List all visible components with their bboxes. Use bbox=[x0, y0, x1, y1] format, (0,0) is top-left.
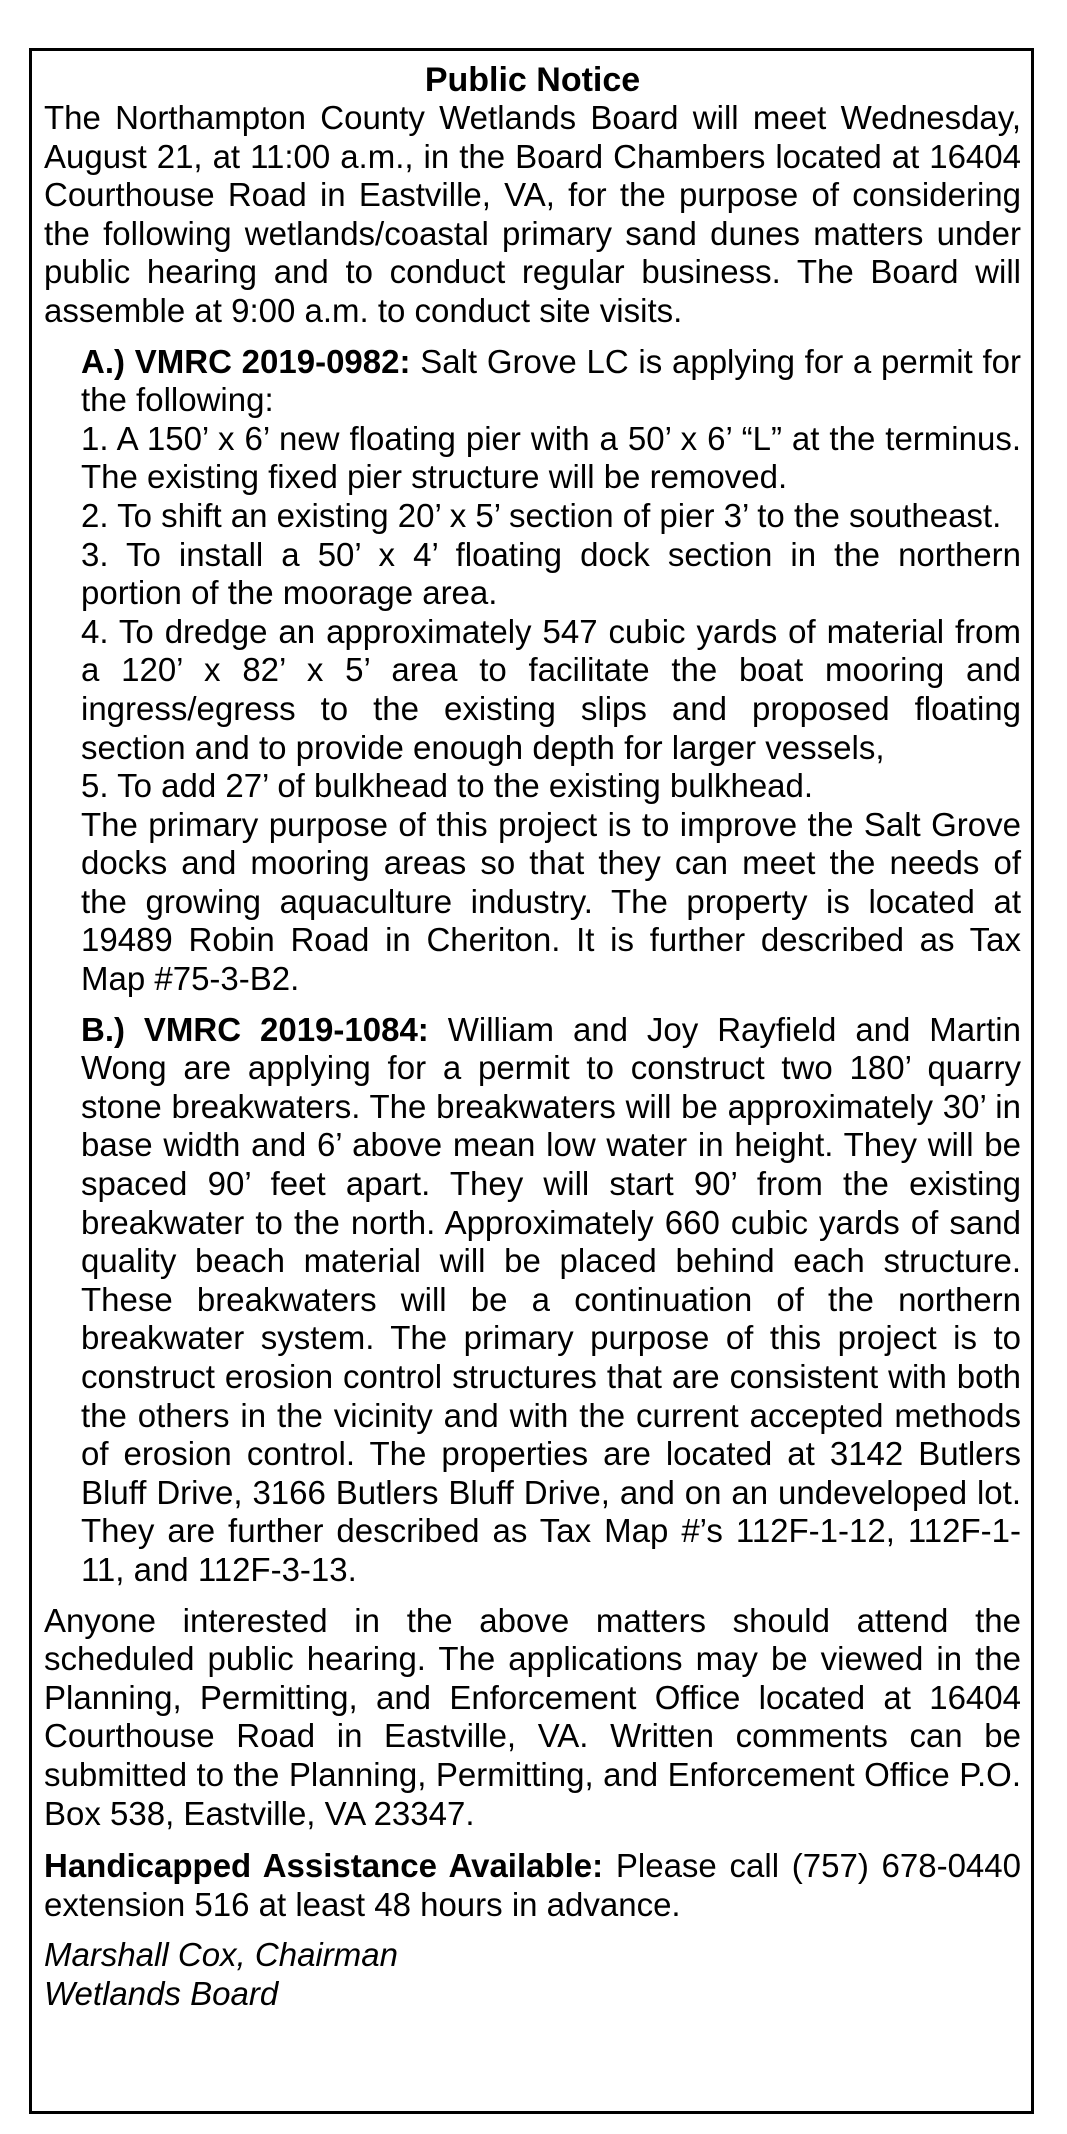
item-a-lead-text: Salt Grove LC is applying for a permit for the following: bbox=[81, 342, 1021, 419]
item-a-point: 5. To add 27’ of bulkhead to the existing bulkhead. bbox=[81, 767, 814, 805]
notice-title: Public Notice bbox=[424, 61, 641, 99]
signature-org: Wetlands Board bbox=[44, 1974, 279, 2012]
item-a-purpose: The primary purpose of this project is to improve the Salt Grove docks and mooring areas so that they can meet the needs of the growing aquaculture industry. The property is located at 19489 Robin Road in Cheriton. It is further described as Tax Map #75-3-B2. bbox=[81, 805, 1021, 998]
item-a-point: 1. A 150’ x 6’ new floating pier with a 50’ x 6’ “L” at the terminus. The existing fixed pier structure will be removed. bbox=[81, 419, 1021, 496]
item-a-point: 2. To shift an existing 20’ x 5’ section of pier 3’ to the southeast. bbox=[81, 496, 1002, 534]
signature-name: Marshall Cox, Chairman bbox=[44, 1936, 398, 1974]
notice-closing: Anyone interested in the above matters should attend the scheduled public hearing. The applications may be viewed in the Planning, Permitting, and Enforcement Office located at 16404 Courthouse Road in Eastville, VA. Written comments can be submitted to the Planning, Permitting, and Enforcement Office P.O. Box 538, Eastville, VA 23347. bbox=[44, 1601, 1021, 1832]
item-a-lead bbox=[81, 343, 1021, 420]
notice-intro: The Northampton County Wetlands Board will meet Wednesday, August 21, at 11:00 a.m., in the Board Chambers located at 16404 Courthouse Road in Eastville, VA, for the purpose of considering the following wetlands/coastal primary sand dunes matters under public hearing and to conduct regular business. The Board will assemble at 9:00 a.m. to conduct site visits. bbox=[44, 99, 1021, 329]
item-b-heading: B.) VMRC 2019-1084: bbox=[81, 1010, 429, 1048]
item-b-body: William and Joy Rayfield and Martin Wong are applying for a permit to construct two 180’ quarry stone breakwaters. The breakwaters will be approximately 30’ in base width and 6’ above mean low water in height. They will be spaced 90’ feet apart. They will start 90’ from the existing breakwater to the north. Approximately 660 cubic yards of sand quality beach material will be placed behind each structure. These breakwaters will be a continuation of the northern breakwater system. The primary purpose of this project is to construct erosion control structures that are consistent with both the others in the vicinity and with the current accepted methods of erosion control. The properties are located at 3142 Butlers Bluff Drive, 3166 Butlers Bluff Drive, and on an undeveloped lot. They are further described as Tax Map #’s 112F-1-12, 112F-1-11, and 112F-3-13. bbox=[81, 1010, 1021, 1588]
public-notice-box bbox=[29, 48, 1034, 2114]
item-b-text bbox=[81, 1011, 1021, 1590]
assistance-label: Handicapped Assistance Available: bbox=[44, 1847, 604, 1885]
item-b bbox=[44, 1011, 1021, 1590]
item-a bbox=[44, 343, 1021, 999]
assistance-text: Please call (757) 678-0440 extension 516 at least 48 hours in advance. bbox=[44, 1847, 1021, 1923]
item-a-point: 3. To install a 50’ x 4’ floating dock section in the northern portion of the moorage area. bbox=[81, 535, 1021, 612]
item-a-point: 4. To dredge an approximately 547 cubic yards of material from a 120’ x 82’ x 5’ area to facilitate the boat mooring and ingress/egress to the existing slips and proposed floating section and to provide enough depth for larger vessels, bbox=[81, 612, 1021, 766]
item-a-heading: A.) VMRC 2019-0982: bbox=[81, 342, 411, 380]
assistance-notice bbox=[44, 1847, 1021, 1924]
